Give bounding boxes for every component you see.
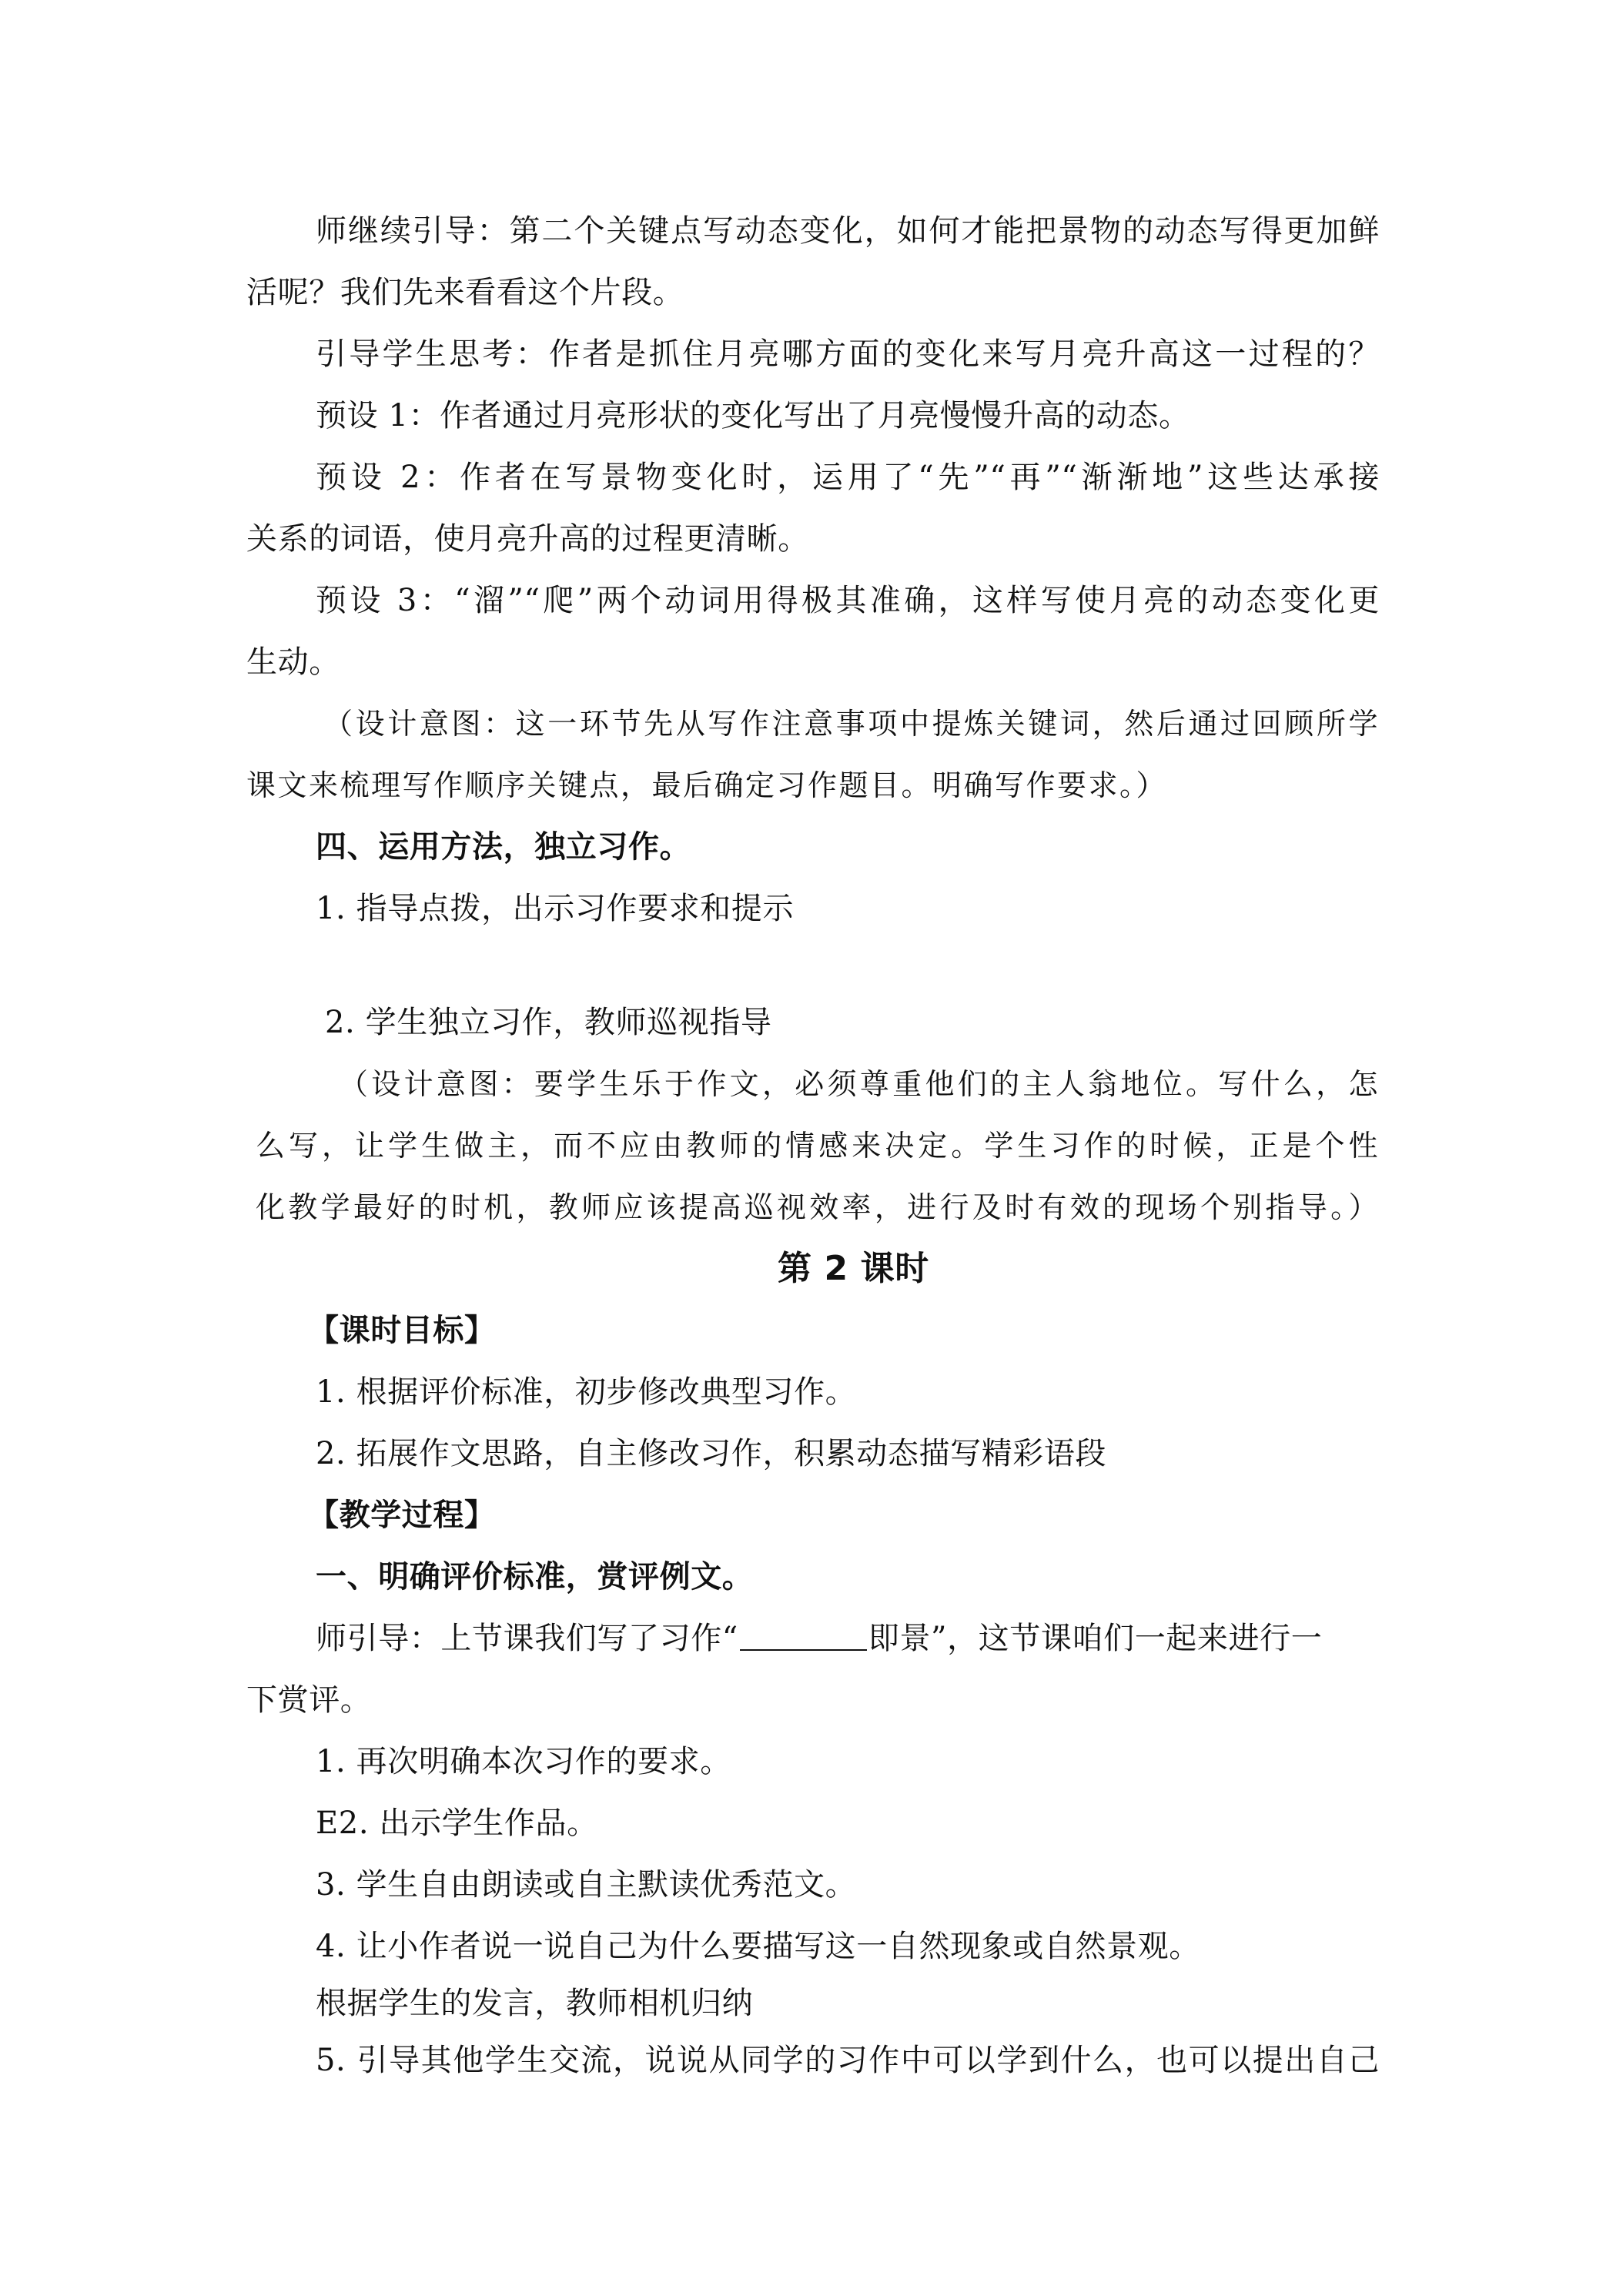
list-item: 2. 拓展作文思路，自主修改习作，积累动态描写精彩语段 [316,1436,1107,1471]
lesson-title: 第 2 课时 [778,1249,929,1288]
paragraph-line: 师继续引导：第二个关键点写动态变化，如何才能把景物的动态写得更加鲜 [316,213,1380,249]
paragraph-line: 下赏评。 [246,1682,372,1718]
section-heading: 【教学过程】 [308,1498,496,1533]
list-item: E2. 出示学生作品。 [316,1806,598,1841]
design-note-line: 课文来梳理写作顺序关键点，最后确定习作题目。明确写作要求。） [246,768,1168,802]
paragraph-line [316,1617,1322,1660]
paragraph-line: 预设 1：作者通过月亮形状的变化写出了月亮慢慢升高的动态。 [316,398,1190,433]
design-note-line: 么写，让学生做主，而不应由教师的情感来决定。学生习作的时候，正是个性 [256,1129,1380,1163]
fill-blank-line [740,1649,867,1651]
section-heading: 一、明确评价标准，赏评例文。 [316,1559,754,1595]
list-item: 5. 引导其他学生交流，说说从同学的习作中可以学到什么，也可以提出自己 [316,2043,1380,2078]
design-note-line: （设计意图：要学生乐于作文，必须尊重他们的主人翁地位。写什么，怎 [339,1067,1380,1101]
list-item: 1. 再次明确本次习作的要求。 [316,1744,731,1779]
paragraph-line: 引导学生思考：作者是抓住月亮哪方面的变化来写月亮升高这一过程的？ [316,336,1380,372]
paragraph-line: 生动。 [246,644,340,680]
paragraph-text: 师引导：上节课我们写了习作“ [316,1621,738,1656]
design-note-line: （设计意图：这一环节先从写作注意事项中提炼关键词，然后通过回顾所学 [323,707,1380,741]
paragraph-line: 预设 3：“溜”“爬”两个动词用得极其准确，这样写使月亮的动态变化更 [316,583,1380,618]
list-item: 2. 学生独立习作，教师巡视指导 [325,1005,772,1040]
list-item: 1. 指导点拨，出示习作要求和提示 [316,891,795,926]
paragraph-line: 根据学生的发言，教师相机归纳 [316,1986,754,2021]
list-item: 1. 根据评价标准，初步修改典型习作。 [316,1374,857,1410]
paragraph-text: 即景”，这节课咱们一起来进行一 [868,1621,1323,1656]
paragraph-line: 活呢？我们先来看看这个片段。 [246,275,684,310]
design-note-line: 化教学最好的时机，教师应该提高巡视效率，进行及时有效的现场个别指导。） [256,1190,1380,1224]
list-item: 3. 学生自由朗读或自主默读优秀范文。 [316,1867,857,1903]
section-heading: 四、运用方法，独立习作。 [316,829,691,865]
list-item: 4. 让小作者说一说自己为什么要描写这一自然现象或自然景观。 [316,1929,1200,1964]
paragraph-line: 预设 2：作者在写景物变化时，运用了“先”“再”“渐渐地”这些达承接 [316,460,1380,495]
paragraph-line: 关系的词语，使月亮升高的过程更清晰。 [246,521,809,557]
section-heading: 【课时目标】 [308,1313,496,1348]
